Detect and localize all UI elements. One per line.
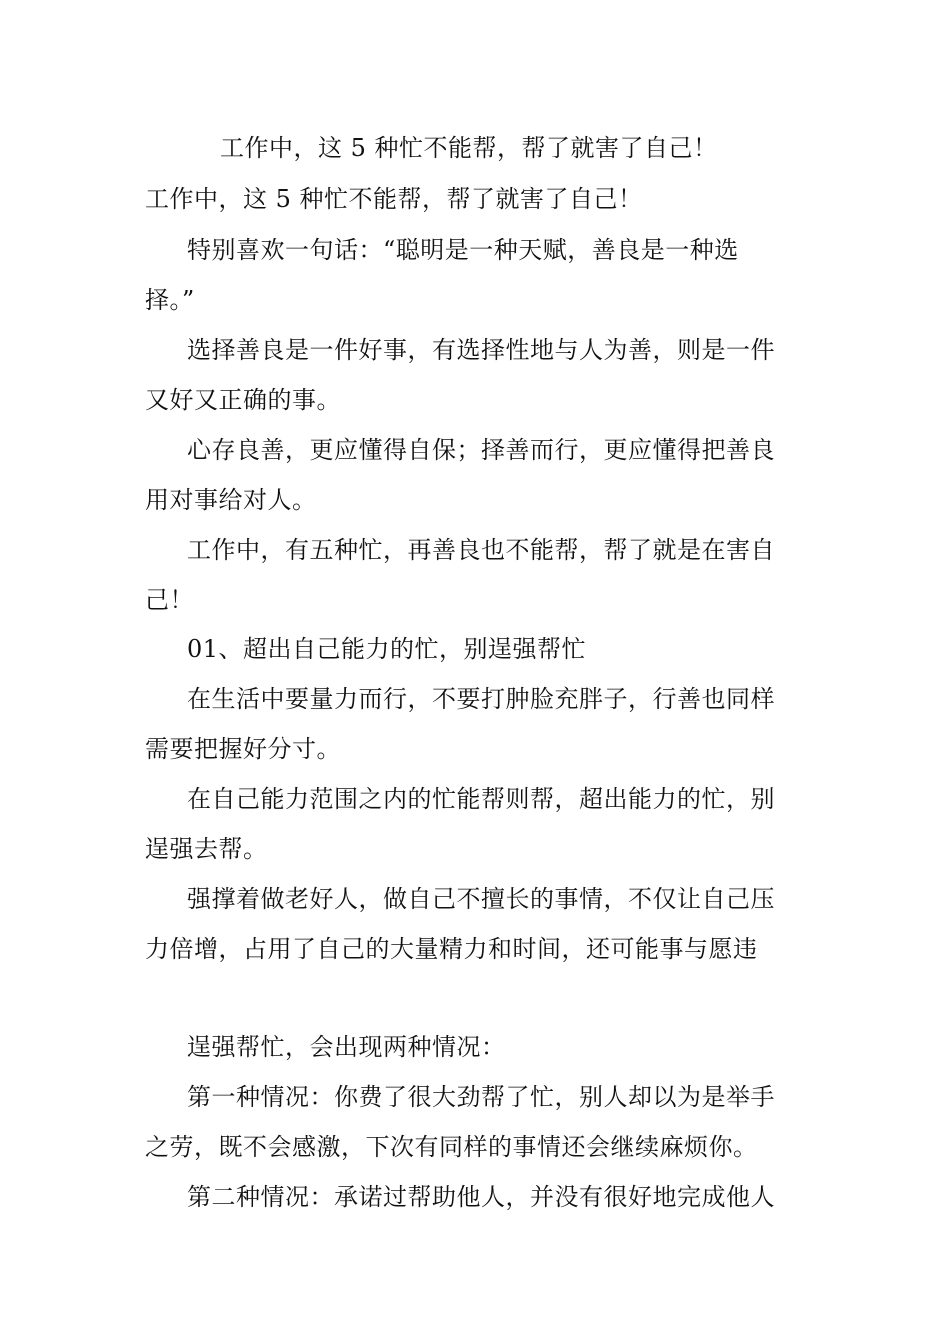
paragraph-line: 逞强帮忙，会出现两种情况： [187, 1033, 506, 1061]
document-subtitle: 工作中，这 5 种忙不能帮，帮了就害了自己！ [145, 185, 643, 213]
paragraph-line: 在自己能力范围之内的忙能帮则帮，超出能力的忙，别 [187, 785, 775, 813]
paragraph-line: 心存良善，更应懂得自保；择善而行，更应懂得把善良 [187, 436, 775, 464]
paragraph-line: 选择善良是一件好事，有选择性地与人为善，则是一件 [187, 336, 775, 364]
paragraph-line: 工作中，有五种忙，再善良也不能帮，帮了就是在害自 [187, 536, 775, 564]
paragraph-line: 第二种情况：承诺过帮助他人，并没有很好地完成他人 [187, 1183, 775, 1211]
section-heading: 01、超出自己能力的忙，别逞强帮忙 [187, 635, 587, 663]
paragraph-line: 择。” [145, 286, 195, 314]
paragraph-line: 逞强去帮。 [145, 835, 268, 863]
paragraph-line: 强撑着做老好人，做自己不擅长的事情，不仅让自己压 [187, 885, 775, 913]
paragraph-line: 力倍增，占用了自己的大量精力和时间，还可能事与愿违 [145, 935, 758, 963]
paragraph-line: 用对事给对人。 [145, 486, 317, 514]
paragraph-line: 己！ [145, 586, 194, 614]
paragraph-line: 第一种情况：你费了很大劲帮了忙，别人却以为是举手 [187, 1083, 775, 1111]
paragraph-line: 又好又正确的事。 [145, 386, 341, 414]
paragraph-line: 之劳，既不会感激，下次有同样的事情还会继续麻烦你。 [145, 1133, 758, 1161]
paragraph-line: 特别喜欢一句话：“聪明是一种天赋，善良是一种选 [187, 236, 739, 264]
document-title: 工作中，这 5 种忙不能帮，帮了就害了自己！ [220, 134, 718, 162]
paragraph-line: 需要把握好分寸。 [145, 735, 341, 763]
paragraph-line: 在生活中要量力而行，不要打肿脸充胖子，行善也同样 [187, 685, 775, 713]
